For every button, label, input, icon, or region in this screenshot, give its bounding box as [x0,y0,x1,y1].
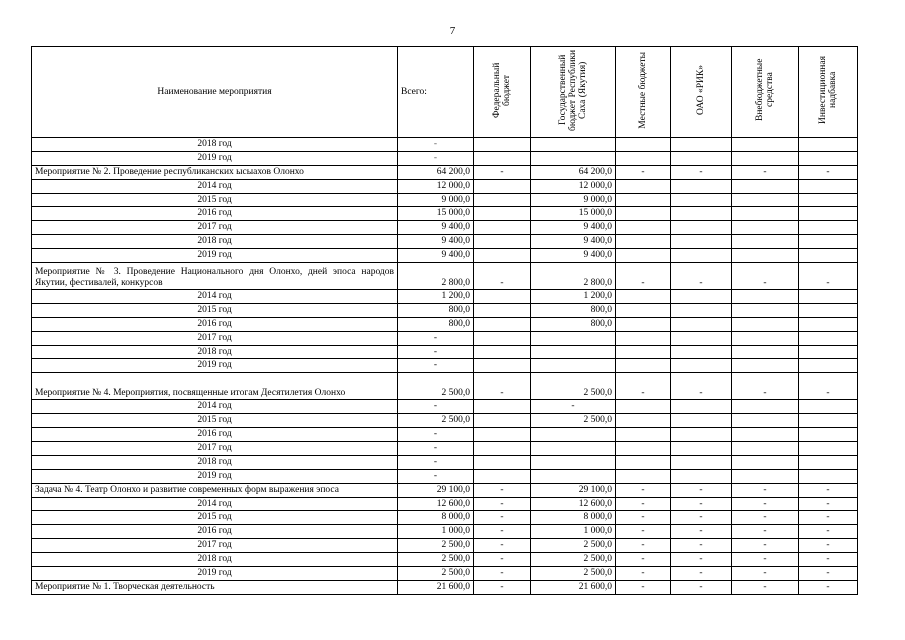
cell-invest [799,179,858,193]
row-item-name: Задача № 4. Театр Олонхо и развитие современных форм выражения эпоса [32,483,398,497]
table-row [32,414,858,428]
cell-invest: - [799,373,858,400]
table-row [32,483,858,497]
cell-federal [474,151,531,165]
cell-invest [799,359,858,373]
row-year-label: 2016 год [32,207,398,221]
cell-extra [732,235,799,249]
cell-total: - [398,469,474,483]
cell-invest [799,151,858,165]
cell-federal: - [474,567,531,581]
cell-federal [474,469,531,483]
cell-state: - [531,400,616,414]
header-local: Местные бюджеты [616,47,671,138]
cell-federal [474,207,531,221]
cell-invest [799,221,858,235]
cell-local [616,290,671,304]
cell-local [616,345,671,359]
cell-total: 9 400,0 [398,249,474,263]
budget-table [31,46,858,595]
cell-state: 21 600,0 [531,580,616,594]
cell-federal [474,428,531,442]
row-year-label: 2018 год [32,345,398,359]
cell-rik [671,331,732,345]
table-row [32,567,858,581]
table-row [32,138,858,152]
table-row [32,497,858,511]
header-extra: Внебюджетные средства [732,47,799,138]
cell-state [531,469,616,483]
cell-local: - [616,497,671,511]
cell-rik [671,193,732,207]
row-year-label: 2015 год [32,193,398,207]
cell-local: - [616,165,671,179]
cell-local [616,428,671,442]
cell-total: 9 400,0 [398,221,474,235]
cell-federal: - [474,511,531,525]
cell-total: 9 400,0 [398,235,474,249]
cell-invest: - [799,525,858,539]
cell-rik: - [671,511,732,525]
cell-extra [732,138,799,152]
cell-rik: - [671,165,732,179]
cell-invest: - [799,511,858,525]
cell-federal [474,249,531,263]
row-year-label: 2015 год [32,303,398,317]
cell-rik: - [671,373,732,400]
table-row [32,263,858,290]
cell-federal [474,179,531,193]
cell-rik: - [671,539,732,553]
cell-local: - [616,525,671,539]
cell-federal [474,193,531,207]
cell-rik [671,235,732,249]
cell-rik [671,179,732,193]
cell-total: 64 200,0 [398,165,474,179]
cell-total: 12 000,0 [398,179,474,193]
table-row [32,151,858,165]
cell-state: 1 200,0 [531,290,616,304]
cell-total: 1 200,0 [398,290,474,304]
cell-total: 800,0 [398,303,474,317]
cell-federal [474,235,531,249]
cell-total: - [398,400,474,414]
cell-federal: - [474,483,531,497]
cell-total: - [398,151,474,165]
cell-rik [671,290,732,304]
cell-rik [671,221,732,235]
cell-state: 2 500,0 [531,414,616,428]
cell-total: - [398,442,474,456]
header-rik: ОАО «РИК» [671,47,732,138]
cell-federal [474,414,531,428]
cell-local: - [616,567,671,581]
row-year-label: 2017 год [32,539,398,553]
cell-state: 12 000,0 [531,179,616,193]
cell-invest [799,249,858,263]
cell-invest: - [799,567,858,581]
cell-federal [474,442,531,456]
cell-rik [671,249,732,263]
cell-local [616,138,671,152]
row-year-label: 2019 год [32,469,398,483]
cell-extra [732,221,799,235]
cell-extra [732,428,799,442]
cell-extra [732,455,799,469]
cell-local: - [616,511,671,525]
cell-total: 12 600,0 [398,497,474,511]
table-row [32,193,858,207]
cell-invest [799,400,858,414]
cell-federal [474,400,531,414]
row-item-name: Мероприятие № 4. Мероприятия, посвященные итогам Десятилетия Олонхо [32,373,398,400]
cell-invest [799,235,858,249]
cell-extra: - [732,263,799,290]
cell-state: 9 400,0 [531,221,616,235]
cell-invest: - [799,497,858,511]
cell-invest: - [799,580,858,594]
cell-federal [474,331,531,345]
row-year-label: 2018 год [32,455,398,469]
row-year-label: 2019 год [32,567,398,581]
row-year-label: 2015 год [32,414,398,428]
cell-state [531,428,616,442]
cell-state: 9 400,0 [531,249,616,263]
cell-federal [474,221,531,235]
header-row [32,47,858,138]
cell-total: - [398,455,474,469]
cell-rik [671,455,732,469]
cell-extra [732,303,799,317]
cell-extra [732,400,799,414]
cell-state: 9 400,0 [531,235,616,249]
cell-total: 2 500,0 [398,567,474,581]
cell-rik [671,317,732,331]
table-row [32,165,858,179]
cell-state: 2 800,0 [531,263,616,290]
cell-invest [799,345,858,359]
cell-extra [732,345,799,359]
row-year-label: 2017 год [32,442,398,456]
cell-local: - [616,580,671,594]
cell-extra [732,151,799,165]
cell-local: - [616,553,671,567]
cell-rik [671,151,732,165]
cell-invest [799,138,858,152]
cell-federal: - [474,553,531,567]
cell-local [616,469,671,483]
cell-federal: - [474,580,531,594]
cell-extra [732,290,799,304]
table-row [32,249,858,263]
row-item-name: Мероприятие № 1. Творческая деятельность [32,580,398,594]
cell-local [616,193,671,207]
cell-total: - [398,359,474,373]
table-row [32,553,858,567]
cell-state [531,151,616,165]
cell-extra: - [732,539,799,553]
cell-total: 29 100,0 [398,483,474,497]
cell-invest [799,469,858,483]
row-year-label: 2014 год [32,290,398,304]
cell-extra: - [732,553,799,567]
table-row [32,235,858,249]
cell-rik [671,207,732,221]
cell-invest: - [799,483,858,497]
cell-extra [732,359,799,373]
cell-invest: - [799,165,858,179]
cell-local [616,455,671,469]
cell-total: 2 500,0 [398,373,474,400]
cell-state: 64 200,0 [531,165,616,179]
cell-extra [732,469,799,483]
cell-rik [671,469,732,483]
header-state: Государственный бюджет Республики Саха (Якутия) [531,47,616,138]
cell-invest: - [799,263,858,290]
table-row [32,207,858,221]
table-body [32,138,858,595]
header-federal: Федеральный бюджет [474,47,531,138]
cell-invest [799,455,858,469]
header-invest: Инвестиционная надбавка [799,47,858,138]
row-year-label: 2016 год [32,428,398,442]
cell-federal [474,317,531,331]
cell-extra [732,193,799,207]
cell-invest [799,442,858,456]
cell-invest [799,414,858,428]
cell-extra [732,414,799,428]
row-year-label: 2017 год [32,331,398,345]
row-item-name: Мероприятие № 2. Проведение республиканских ысыахов Олонхо [32,165,398,179]
cell-federal: - [474,497,531,511]
cell-state: 2 500,0 [531,553,616,567]
cell-invest [799,331,858,345]
cell-extra: - [732,497,799,511]
row-year-label: 2014 год [32,400,398,414]
cell-extra: - [732,483,799,497]
cell-state: 2 500,0 [531,373,616,400]
cell-local [616,179,671,193]
cell-total: 2 800,0 [398,263,474,290]
cell-federal: - [474,539,531,553]
cell-federal: - [474,373,531,400]
cell-state [531,331,616,345]
table-row [32,400,858,414]
cell-local: - [616,539,671,553]
cell-state: 12 600,0 [531,497,616,511]
cell-total: 15 000,0 [398,207,474,221]
cell-local: - [616,373,671,400]
row-item-name: Мероприятие № 3. Проведение Национального дня Олонхо, дней эпоса народов Якутии, фестивалей, конкурсов [32,263,398,290]
cell-extra: - [732,165,799,179]
cell-total: 8 000,0 [398,511,474,525]
cell-rik [671,414,732,428]
cell-total: - [398,345,474,359]
cell-federal [474,303,531,317]
cell-state: 800,0 [531,317,616,331]
cell-federal: - [474,263,531,290]
cell-state: 29 100,0 [531,483,616,497]
cell-local [616,400,671,414]
cell-total: - [398,138,474,152]
cell-extra: - [732,373,799,400]
cell-extra: - [732,525,799,539]
cell-rik: - [671,497,732,511]
cell-total: 1 000,0 [398,525,474,539]
table-row [32,373,858,400]
cell-local: - [616,483,671,497]
cell-total: 800,0 [398,317,474,331]
cell-rik: - [671,567,732,581]
row-year-label: 2014 год [32,179,398,193]
cell-local [616,221,671,235]
cell-local [616,303,671,317]
cell-local: - [616,263,671,290]
cell-invest [799,207,858,221]
cell-state [531,359,616,373]
cell-state: 1 000,0 [531,525,616,539]
cell-state [531,442,616,456]
cell-rik [671,428,732,442]
table-row [32,428,858,442]
cell-state: 800,0 [531,303,616,317]
cell-state: 2 500,0 [531,539,616,553]
table-row [32,525,858,539]
cell-rik [671,303,732,317]
cell-extra [732,249,799,263]
cell-extra: - [732,580,799,594]
table-row [32,359,858,373]
cell-invest [799,303,858,317]
cell-local [616,207,671,221]
cell-state [531,455,616,469]
cell-federal [474,455,531,469]
cell-federal: - [474,525,531,539]
table-row [32,179,858,193]
table-row [32,539,858,553]
table-row [32,455,858,469]
cell-federal [474,345,531,359]
row-year-label: 2016 год [32,317,398,331]
cell-rik [671,138,732,152]
cell-federal [474,290,531,304]
table-row [32,317,858,331]
cell-extra [732,317,799,331]
header-total: Всего: [398,47,474,138]
cell-rik: - [671,525,732,539]
cell-invest [799,317,858,331]
cell-rik: - [671,580,732,594]
cell-total: 2 500,0 [398,414,474,428]
cell-local [616,331,671,345]
cell-local [616,317,671,331]
cell-rik [671,345,732,359]
cell-extra [732,179,799,193]
table-row [32,442,858,456]
table-row [32,580,858,594]
cell-local [616,442,671,456]
row-year-label: 2018 год [32,235,398,249]
cell-local [616,359,671,373]
cell-extra: - [732,567,799,581]
table-row [32,345,858,359]
cell-invest: - [799,539,858,553]
cell-total: - [398,331,474,345]
table-row [32,511,858,525]
cell-rik [671,359,732,373]
table-row [32,221,858,235]
cell-state [531,345,616,359]
cell-state: 8 000,0 [531,511,616,525]
cell-extra [732,331,799,345]
cell-federal [474,359,531,373]
page-number: 7 [449,25,456,37]
cell-invest [799,290,858,304]
cell-state: 9 000,0 [531,193,616,207]
row-year-label: 2019 год [32,249,398,263]
cell-total: 21 600,0 [398,580,474,594]
cell-rik [671,400,732,414]
cell-rik: - [671,483,732,497]
cell-local [616,235,671,249]
cell-invest [799,193,858,207]
cell-extra [732,442,799,456]
cell-total: 2 500,0 [398,539,474,553]
cell-rik: - [671,263,732,290]
cell-extra: - [732,511,799,525]
row-year-label: 2019 год [32,359,398,373]
row-year-label: 2019 год [32,151,398,165]
row-year-label: 2017 год [32,221,398,235]
table-row [32,469,858,483]
cell-total: - [398,428,474,442]
cell-federal [474,138,531,152]
cell-state: 2 500,0 [531,567,616,581]
cell-invest [799,428,858,442]
cell-total: 9 000,0 [398,193,474,207]
row-year-label: 2014 год [32,497,398,511]
cell-local [616,414,671,428]
cell-federal: - [474,165,531,179]
cell-rik: - [671,553,732,567]
cell-local [616,249,671,263]
cell-invest: - [799,553,858,567]
row-year-label: 2015 год [32,511,398,525]
header-name: Наименование мероприятия [32,47,398,138]
cell-state: 15 000,0 [531,207,616,221]
cell-state [531,138,616,152]
table-row [32,331,858,345]
row-year-label: 2016 год [32,525,398,539]
row-year-label: 2018 год [32,553,398,567]
cell-extra [732,207,799,221]
cell-rik [671,442,732,456]
cell-local [616,151,671,165]
row-year-label: 2018 год [32,138,398,152]
table-row [32,303,858,317]
cell-total: 2 500,0 [398,553,474,567]
table-row [32,290,858,304]
